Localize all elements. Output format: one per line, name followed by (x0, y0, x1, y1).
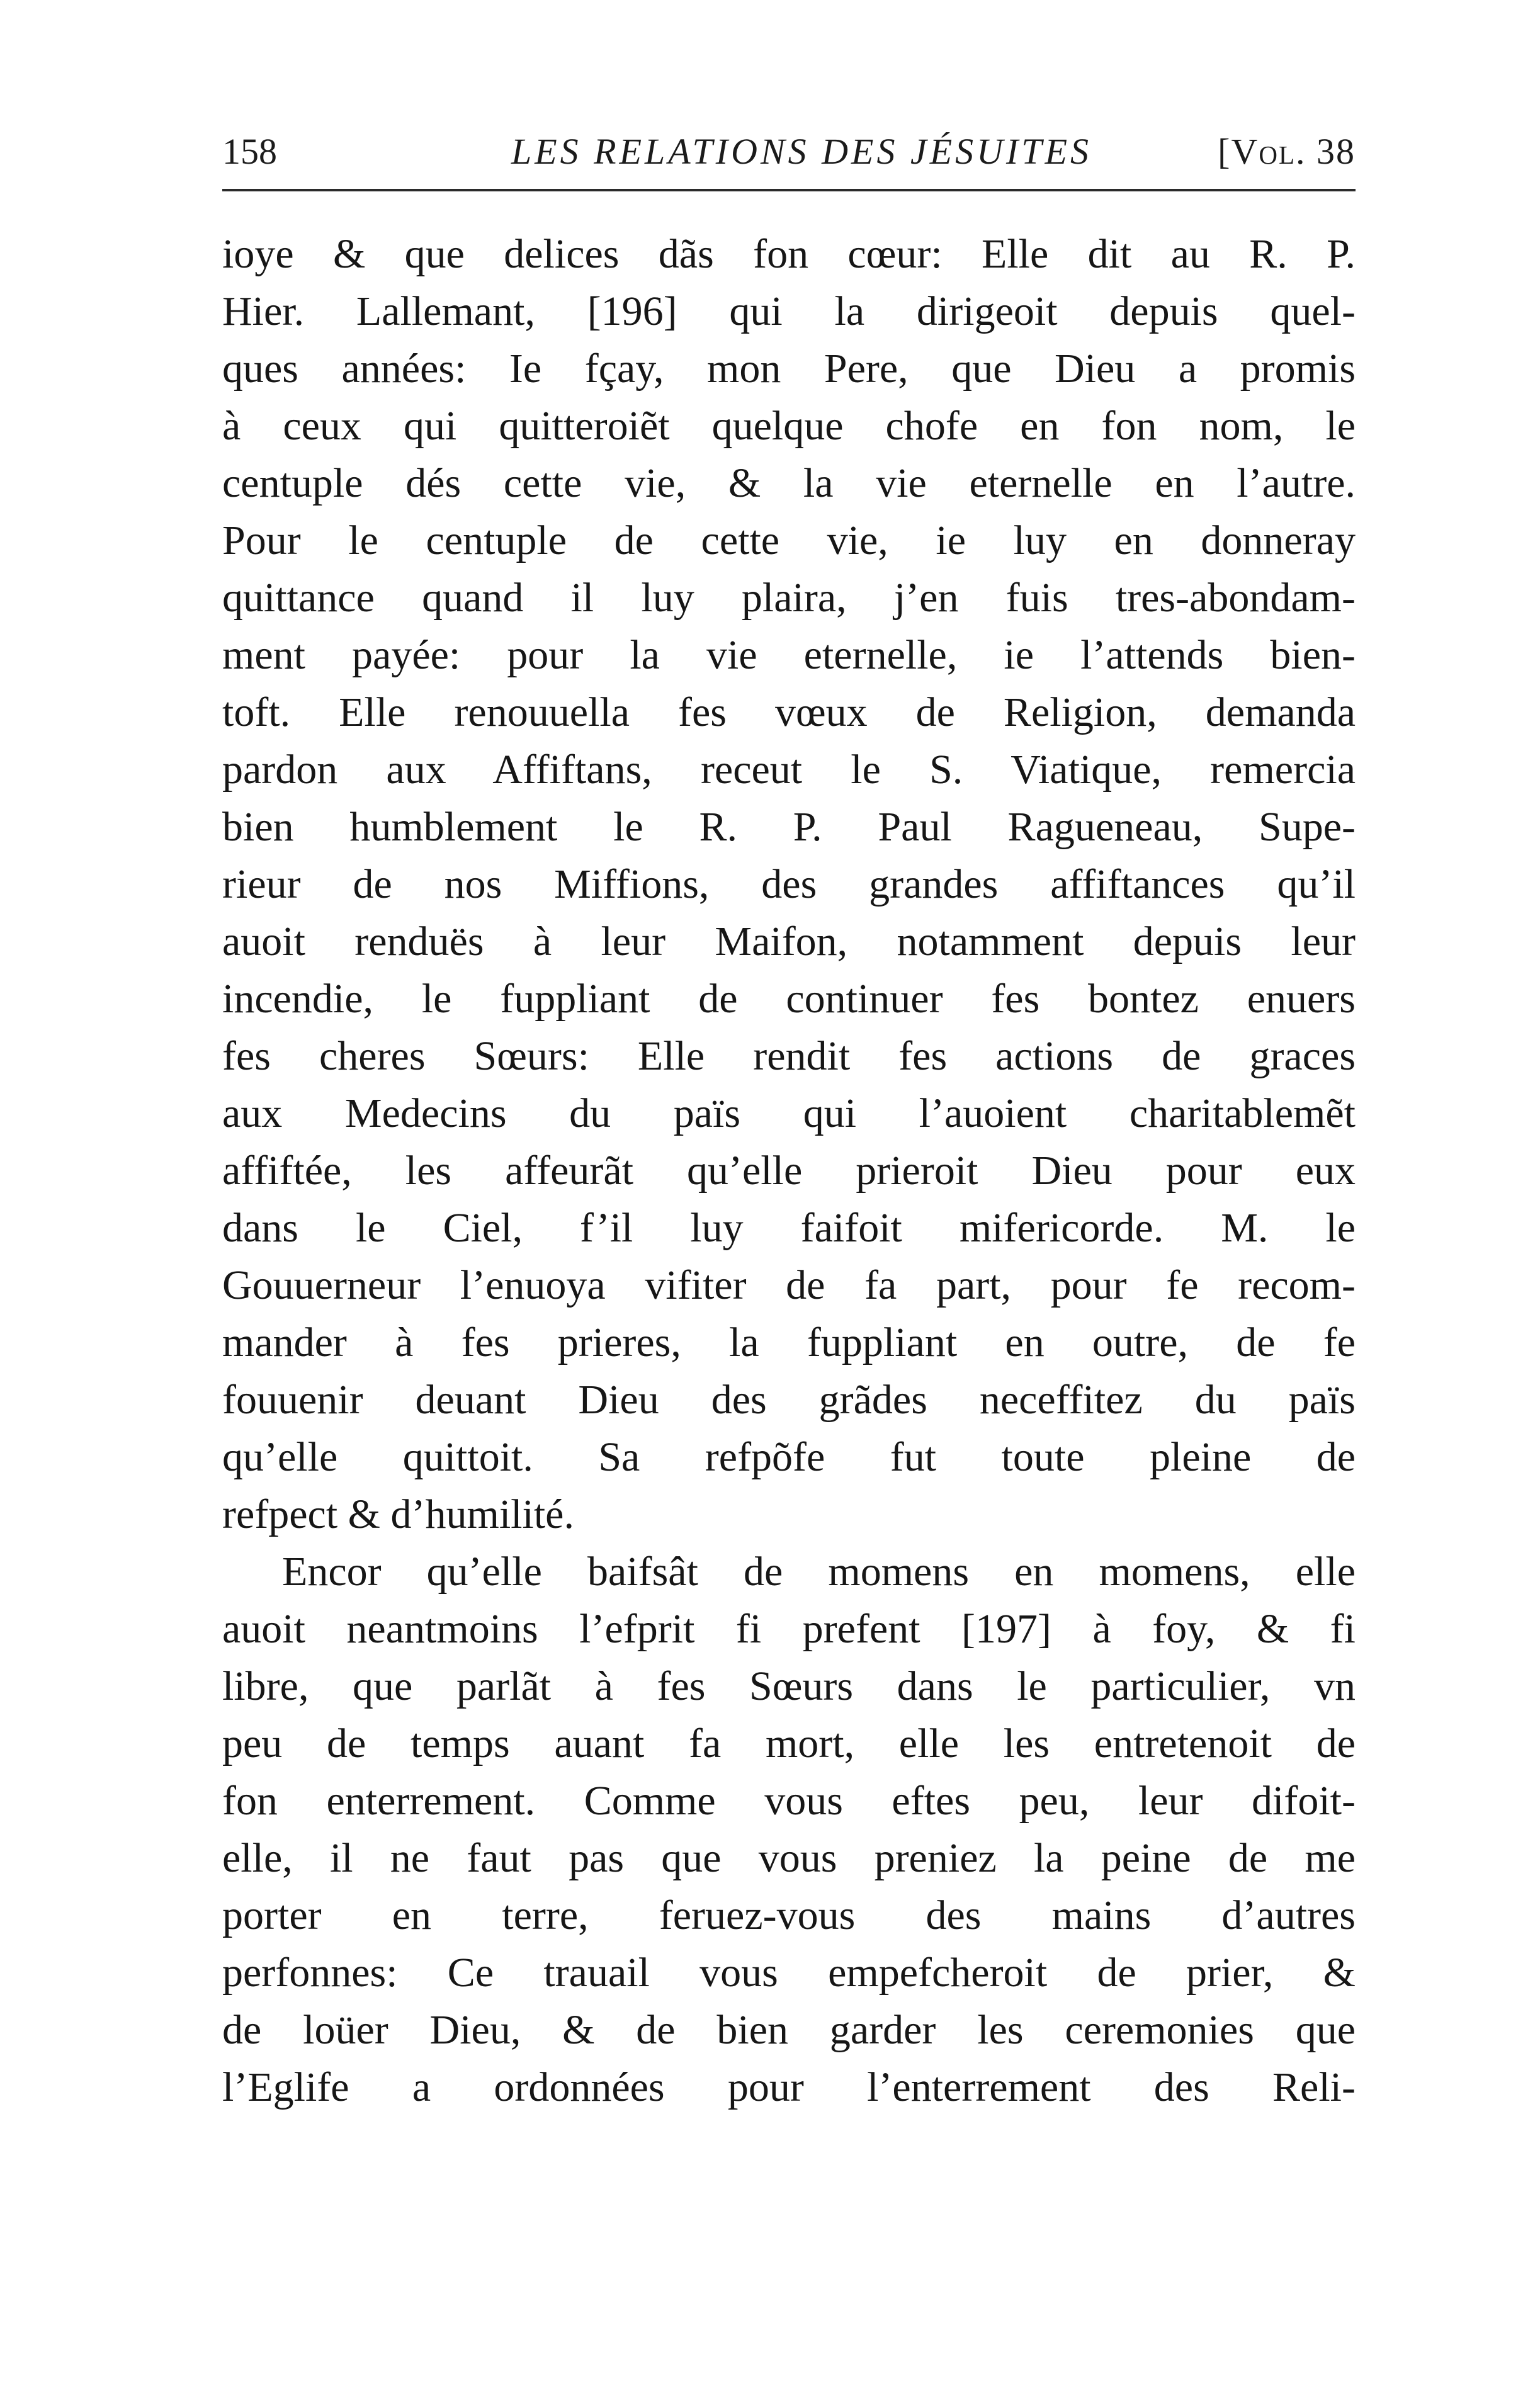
text-line: affiftée, les affeurãt qu’elle prieroit Dieu pour eux (222, 1148, 1356, 1194)
paragraph-2 (222, 1543, 1356, 2116)
header-rule (222, 189, 1356, 191)
text-line: ioye & que delices dãs fon cœur: Elle dit au R. P. (222, 231, 1356, 277)
text-line: mander à fes prieres, la fuppliant en outre, de fe (222, 1320, 1356, 1365)
text-line: quittance quand il luy plaira, j’en fuis tres-abondam- (222, 575, 1356, 621)
text-line: qu’elle quittoit. Sa refpõfe fut toute pleine de (222, 1434, 1356, 1480)
text-line: auoit neantmoins l’efprit fi prefent [197] à foy, & fi (222, 1606, 1356, 1652)
body-text (222, 225, 1356, 2116)
text-line: Pour le centuple de cette vie, ie luy en donneray (222, 517, 1356, 563)
text-line: elle, il ne faut pas que vous preniez la peine de me (222, 1835, 1356, 1881)
text-line: l’Eglife a ordonnées pour l’enterrement des Reli- (222, 2064, 1356, 2110)
text-line: fouuenir deuant Dieu des grãdes neceffitez du païs (222, 1377, 1356, 1423)
text-line: bien humblement le R. P. Paul Ragueneau, Supe- (222, 804, 1356, 850)
text-line: pardon aux Affiftans, receut le S. Viatique, remercia (222, 747, 1356, 793)
paragraph-1 (222, 225, 1356, 1543)
volume-label: [Vol. 38 (1218, 131, 1356, 172)
text-line: aux Medecins du païs qui l’auoient charitablemẽt (222, 1090, 1356, 1136)
text-line: à ceux qui quitteroiẽt quelque chofe en fon nom, le (222, 403, 1356, 449)
text-line: auoit renduës à leur Maifon, notamment depuis leur (222, 919, 1356, 964)
text-line: dans le Ciel, f’il luy faifoit mifericorde. M. le (222, 1205, 1356, 1251)
text-line: fon enterrement. Comme vous eftes peu, leur difoit- (222, 1778, 1356, 1824)
text-line: de loüer Dieu, & de bien garder les ceremonies que (222, 2007, 1356, 2053)
running-head (222, 123, 1356, 180)
text-line: fes cheres Sœurs: Elle rendit fes actions de graces (222, 1033, 1356, 1079)
text-line: Hier. Lallemant, [196] qui la dirigeoit depuis quel- (222, 288, 1356, 334)
running-title: LES RELATIONS DES JÉSUITES (511, 131, 1092, 172)
text-line: libre, que parlãt à fes Sœurs dans le particulier, vn (222, 1663, 1356, 1709)
text-line: ment payée: pour la vie eternelle, ie l’attends bien- (222, 632, 1356, 678)
text-line: refpect & d’humilité. (222, 1491, 574, 1537)
text-line: rieur de nos Miffions, des grandes affiftances qu’il (222, 861, 1356, 907)
text-line: toft. Elle renouuella fes vœux de Religion, demanda (222, 689, 1356, 735)
page-number: 158 (222, 131, 277, 172)
text-line: centuple dés cette vie, & la vie eternelle en l’autre. (222, 460, 1356, 506)
text-line: perfonnes: Ce trauail vous empefcheroit de prier, & (222, 1950, 1356, 1996)
text-line: ques années: Ie fçay, mon Pere, que Dieu a promis (222, 346, 1356, 392)
text-line: Encor qu’elle baifsât de momens en momens, elle (282, 1549, 1356, 1595)
text-line: incendie, le fuppliant de continuer fes bontez enuers (222, 976, 1356, 1022)
text-line: peu de temps auant fa mort, elle les entretenoit de (222, 1721, 1356, 1766)
text-line: porter en terre, feruez-vous des mains d’autres (222, 1892, 1356, 1938)
text-line: Gouuerneur l’enuoya vifiter de fa part, pour fe recom- (222, 1262, 1356, 1308)
